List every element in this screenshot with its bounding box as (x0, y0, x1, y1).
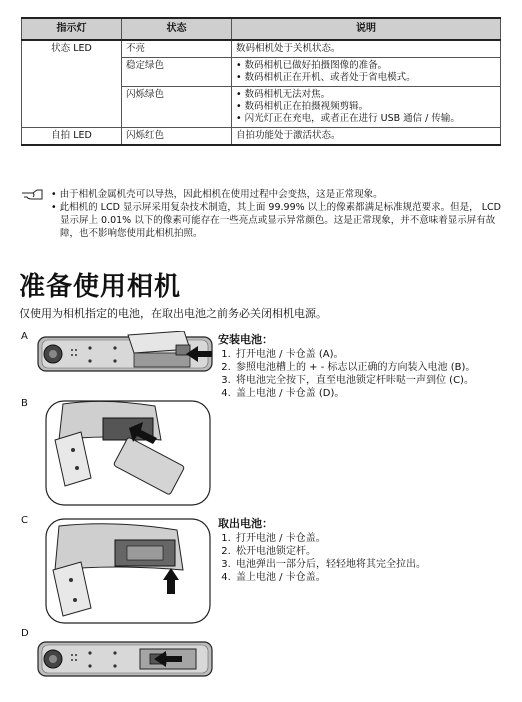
indicator-cell: 自拍 LED (22, 128, 122, 146)
remove-step: 1. 打开电池 / 卡仓盖。 (234, 532, 518, 545)
figure-label-d: D (21, 628, 29, 639)
figure-label-b: B (21, 398, 28, 409)
battery-lock-illustration (45, 518, 211, 624)
figure-label-c: C (21, 515, 28, 526)
section-title: 准备使用相机 (19, 272, 182, 302)
state-cell: 稳定绿色 (122, 58, 232, 87)
install-step: 1. 打开电池 / 卡仓盖 (A)。 (234, 348, 518, 361)
battery-insert-illustration (45, 400, 211, 506)
state-cell: 闪烁绿色 (122, 87, 232, 128)
description-cell: 数码相机处于关机状态。 (232, 40, 501, 58)
figure-label-a: A (21, 331, 28, 342)
install-instructions (218, 333, 518, 400)
description-cell: 自拍功能处于激活状态。 (232, 128, 501, 146)
state-cell: 闪烁红色 (122, 128, 232, 146)
remove-step: 3. 电池弹出一部分后，轻轻地将其完全拉出。 (234, 558, 518, 571)
description-cell (232, 87, 501, 128)
remove-instructions (218, 517, 518, 584)
install-step: 4. 盖上电池 / 卡仓盖 (D)。 (234, 387, 518, 400)
state-cell: 不亮 (122, 40, 232, 58)
table-header-row (22, 18, 501, 40)
table-row (22, 128, 501, 146)
table-row (22, 40, 501, 58)
description-item: • 数码相机无法对焦。 (236, 89, 496, 101)
pointing-hand-icon (21, 189, 43, 201)
remove-step: 4. 盖上电池 / 卡仓盖。 (234, 571, 518, 584)
camera-bottom-illustration (36, 331, 214, 377)
install-step: 2. 参照电池槽上的 + - 标志以正确的方向装入电池 (B)。 (234, 361, 518, 374)
remove-step: 2. 松开电池锁定杆。 (234, 545, 518, 558)
description-item: • 数码相机正在开机、或者处于省电模式。 (236, 72, 496, 84)
note-block (21, 188, 505, 240)
section-subtitle: 仅使用为相机指定的电池，在取出电池之前务必关闭相机电源。 (19, 307, 327, 320)
install-title: 安装电池： (218, 333, 273, 346)
camera-closed-illustration (36, 636, 214, 682)
note-item: • 此相机的 LCD 显示屏采用复杂技术制造，其上面 99.99% 以上的像素都满足标准规范要求。但是， LCD 显示屏上 0.01% 以下的像素可能存在一些亮点或显示异常颜色。这是正常现象，并不意味着显示屏有故障，也不影响您使用此相机拍照。 (51, 201, 505, 240)
header-description: 说明 (232, 18, 501, 40)
note-item: • 由于相机金属机壳可以导热，因此相机在使用过程中会变热，这是正常现象。 (51, 188, 505, 201)
description-item: • 闪光灯正在充电，或者正在进行 USB 通信 / 传输。 (236, 113, 496, 125)
remove-title: 取出电池： (218, 517, 273, 530)
description-item: • 数码相机已做好拍摄图像的准备。 (236, 60, 496, 72)
install-step: 3. 将电池完全按下，直至电池锁定杆咔哒一声到位 (C)。 (234, 374, 518, 387)
indicator-cell: 状态 LED (22, 40, 122, 128)
description-cell (232, 58, 501, 87)
indicator-table (21, 17, 501, 146)
header-state: 状态 (122, 18, 232, 40)
description-item: • 数码相机正在拍摄视频剪辑。 (236, 101, 496, 113)
header-indicator: 指示灯 (22, 18, 122, 40)
